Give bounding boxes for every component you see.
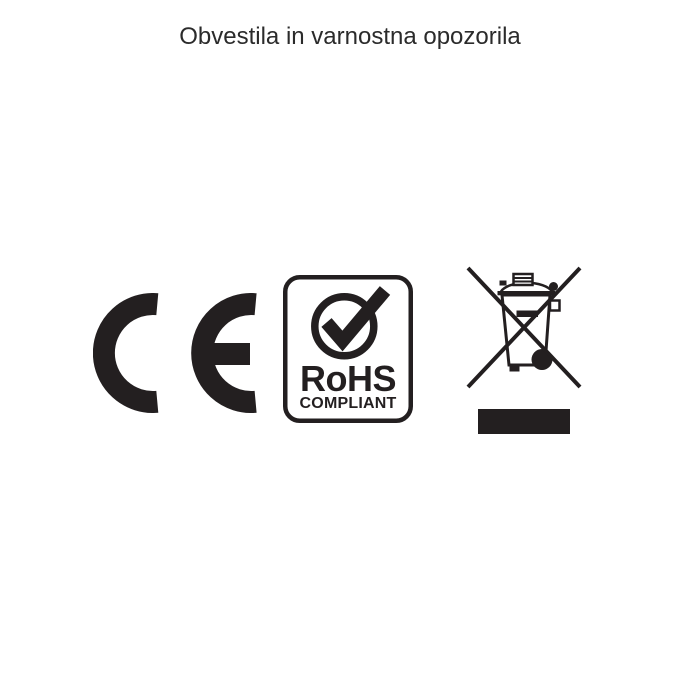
weee-crossed-out-wheelie-bin-icon <box>466 264 582 436</box>
bin-left-nub <box>500 281 507 286</box>
rohs-subtitle: COMPLIANT <box>299 395 397 412</box>
ce-marking-icon <box>93 293 258 413</box>
weee-black-bar <box>478 409 570 434</box>
rohs-title: RoHS <box>300 358 396 399</box>
bin-foot <box>510 365 520 372</box>
page-title: Obvestila in varnostna opozorila <box>179 23 521 50</box>
bin-lid <box>498 291 556 295</box>
bin-right-tab <box>550 301 560 311</box>
ce-letter-c <box>104 304 157 402</box>
ce-mark <box>93 293 258 413</box>
bin-hinge-dot <box>549 282 558 291</box>
bin-handle <box>514 274 533 285</box>
weee-mark <box>466 264 582 436</box>
rohs-badge <box>283 275 413 423</box>
